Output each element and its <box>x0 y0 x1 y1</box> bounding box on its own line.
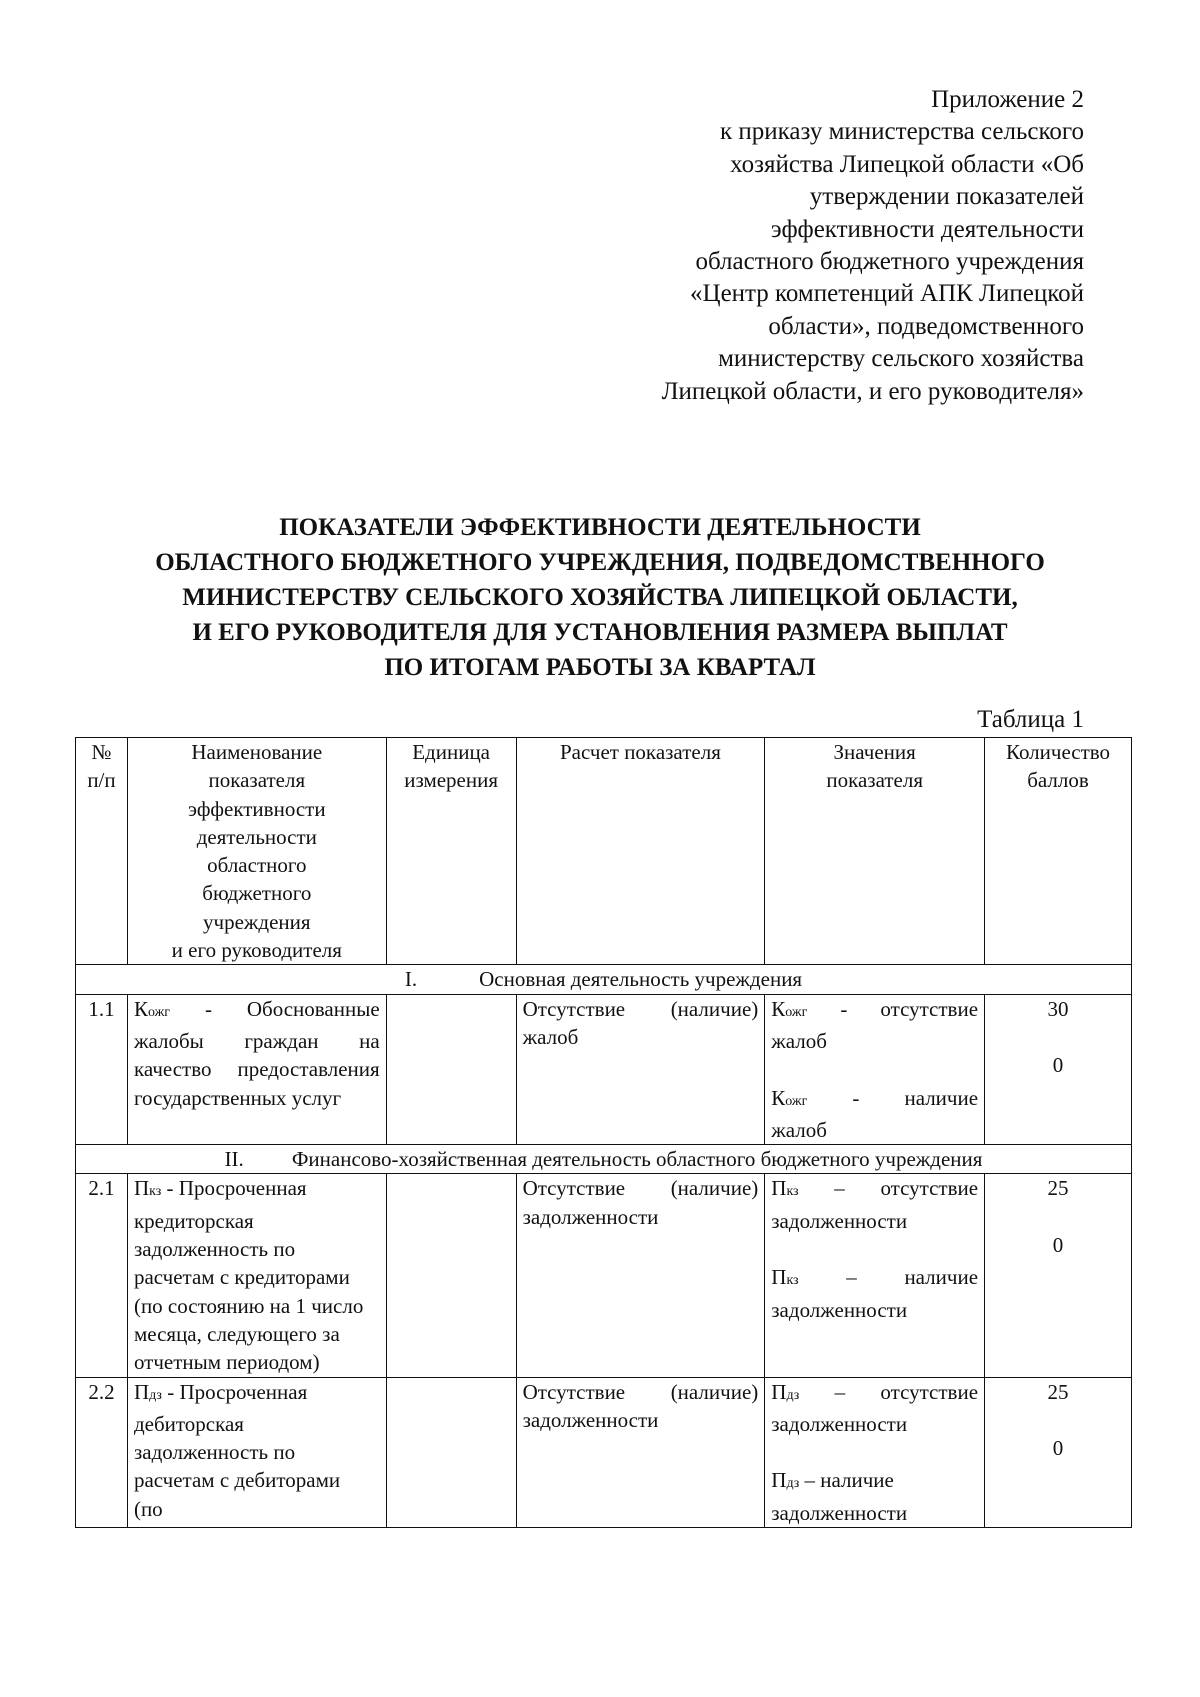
section-row <box>76 1145 1132 1174</box>
section-row <box>76 965 1132 994</box>
score-cell: 25 0 <box>985 1377 1132 1527</box>
calc-cell: Отсутствие (наличие) задолженности <box>516 1174 765 1377</box>
score-cell: 25 0 <box>985 1174 1132 1377</box>
row-number: 2.1 <box>76 1174 128 1377</box>
title-line: ПОКАЗАТЕЛИ ЭФФЕКТИВНОСТИ ДЕЯТЕЛЬНОСТИ <box>279 514 921 541</box>
score-cell: 30 0 <box>985 994 1132 1144</box>
appendix-line: областного бюджетного учреждения <box>695 248 1084 276</box>
appendix-line: министерству сельского хозяйства <box>718 345 1084 373</box>
unit-cell <box>386 1377 516 1527</box>
appendix-line: к приказу министерства сельского <box>719 118 1084 146</box>
section-title: I. Основная деятельность учреждения <box>76 965 1132 994</box>
title-line: ОБЛАСТНОГО БЮДЖЕТНОГО УЧРЕЖДЕНИЯ, ПОДВЕДОМСТВЕННОГО <box>155 549 1045 576</box>
title-line: ПО ИТОГАМ РАБОТЫ ЗА КВАРТАЛ <box>384 654 816 681</box>
appendix-line: Липецкой области, и его руководителя» <box>661 377 1084 405</box>
calc-cell: Отсутствие (наличие) задолженности <box>516 1377 765 1527</box>
appendix-line: хозяйства Липецкой области «Об <box>730 150 1084 178</box>
header-score: Количество баллов <box>985 738 1132 965</box>
title-line: И ЕГО РУКОВОДИТЕЛЯ ДЛЯ УСТАНОВЛЕНИЯ РАЗМЕРА ВЫПЛАТ <box>192 619 1008 646</box>
table-row <box>76 1377 1132 1527</box>
calc-cell: Отсутствие (наличие) жалоб <box>516 994 765 1144</box>
row-number: 1.1 <box>76 994 128 1144</box>
table-caption: Таблица 1 <box>977 706 1084 733</box>
values-cell: Пдз – отсутствие задолженности Пдз – наличие задолженности <box>765 1377 985 1527</box>
appendix-line: утверждении показателей <box>809 183 1084 211</box>
table-row <box>76 1174 1132 1377</box>
unit-cell <box>386 994 516 1144</box>
section-title: II. Финансово-хозяйственная деятельность областного бюджетного учреждения <box>76 1145 1132 1174</box>
indicators-table <box>75 737 1132 1528</box>
appendix-line: Приложение 2 <box>931 86 1084 113</box>
unit-cell <box>386 1174 516 1377</box>
header-values: Значения показателя <box>765 738 985 965</box>
values-cell: Кожг - отсутствие жалоб Кожг - наличие жалоб <box>765 994 985 1144</box>
header-name: Наименование показателя эффективности деятельности областного бюджетного учреждения и его руководителя <box>127 738 386 965</box>
values-cell: Пкз – отсутствие задолженности Пкз – наличие задолженности <box>765 1174 985 1377</box>
appendix-heading <box>662 84 1084 408</box>
table-header-row <box>76 738 1132 965</box>
document-title <box>0 510 1200 685</box>
indicator-name: Пкз - Просроченная кредиторская задолженность по расчетам с кредиторами (по состоянию на 1 число месяца, следующего за отчетным периодом) <box>127 1174 386 1377</box>
row-number: 2.2 <box>76 1377 128 1527</box>
header-num: № п/п <box>76 738 128 965</box>
appendix-line: «Центр компетенций АПК Липецкой <box>690 280 1084 308</box>
header-calc: Расчет показателя <box>516 738 765 965</box>
title-line: МИНИСТЕРСТВУ СЕЛЬСКОГО ХОЗЯЙСТВА ЛИПЕЦКОЙ ОБЛАСТИ, <box>182 584 1018 611</box>
appendix-line: эффективности деятельности <box>770 215 1084 243</box>
appendix-line: области», подведомственного <box>768 312 1084 340</box>
table-row <box>76 994 1132 1144</box>
indicator-name: Кожг - Обоснованные жалобы граждан на качество предоставления государственных услуг <box>127 994 386 1144</box>
header-unit: Единица измерения <box>386 738 516 965</box>
indicator-name: Пдз - Просроченная дебиторская задолженность по расчетам с дебиторами (по <box>127 1377 386 1527</box>
